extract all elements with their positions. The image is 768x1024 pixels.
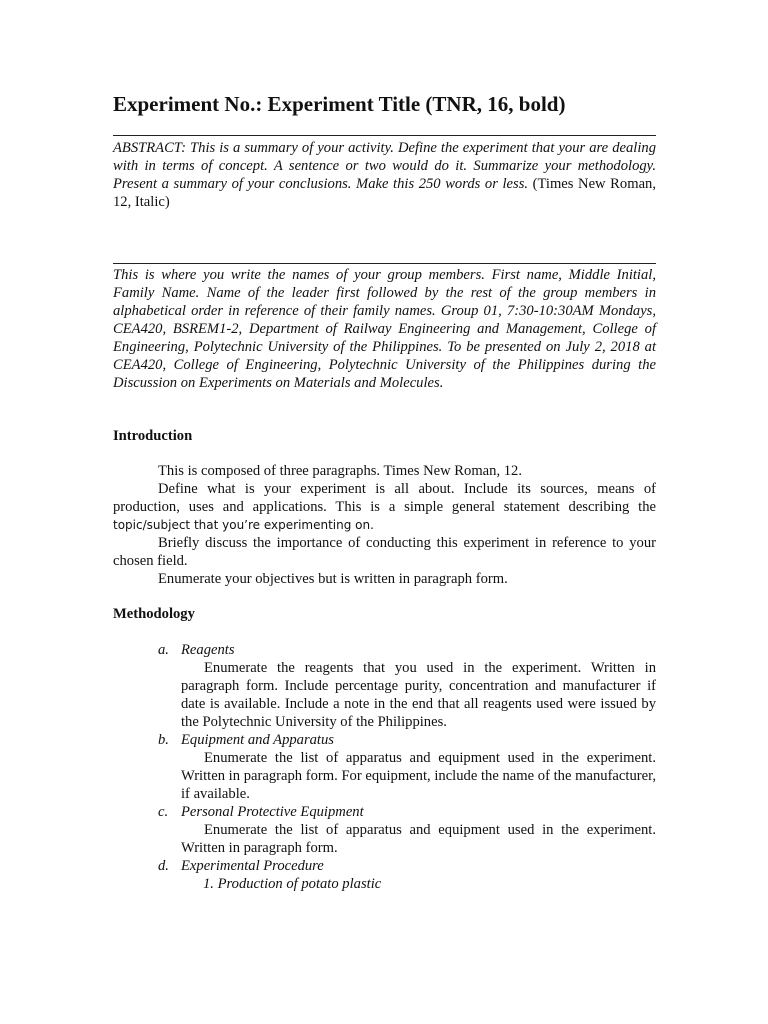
members-top-rule: [113, 263, 656, 264]
list-item-procedure: [158, 857, 656, 893]
list-marker: a.: [158, 642, 169, 658]
list-item-title: Personal Protective Equipment: [181, 804, 364, 820]
abstract-text: ABSTRACT: This is a summary of your activity. Define the experiment that your are dealing with in terms of concept. A sentence or two would do it. Summarize your methodology. Present a summary of your conclusions. Make this 250 words or less.: [113, 140, 656, 192]
list-item-body: Enumerate the reagents that you used in the experiment. Written in paragraph form. Include percentage purity, concentration and manufacturer if date is available. Include a note in the end that all reagents used were issued by the Polytechnic University of the Philippines.: [181, 660, 656, 730]
list-item-equipment: [158, 731, 656, 803]
abstract-top-rule: [113, 135, 656, 136]
document-title: Experiment No.: Experiment Title (TNR, 16, bold): [113, 92, 566, 116]
list-item-title: Equipment and Apparatus: [181, 732, 334, 748]
intro-paragraph-3: Briefly discuss the importance of conducting this experiment in reference to your chosen field.: [113, 535, 656, 569]
intro-paragraph-2: [113, 480, 656, 534]
list-item-title: Experimental Procedure: [181, 858, 324, 874]
list-marker: b.: [158, 732, 169, 748]
intro-paragraph-2-text: Define what is your experiment is all about. Include its sources, means of production, uses and applications. This is a simple general statement describing the: [113, 481, 656, 515]
list-item-reagents: [158, 641, 656, 731]
intro-paragraph-2-tail: topic/subject that you’re experimenting on.: [113, 518, 374, 532]
introduction-heading: Introduction: [113, 428, 193, 444]
intro-paragraph-1: This is composed of three paragraphs. Times New Roman, 12.: [158, 463, 522, 479]
list-item-body: Enumerate the list of apparatus and equipment used in the experiment. Written in paragraph form.: [181, 822, 656, 856]
methodology-list: [158, 641, 656, 893]
list-marker: d.: [158, 858, 169, 874]
list-item-body: Enumerate the list of apparatus and equipment used in the experiment. Written in paragraph form. For equipment, include the name of the manufacturer, if available.: [181, 750, 656, 802]
methodology-heading: Methodology: [113, 606, 195, 622]
introduction-body: [113, 462, 656, 588]
abstract-format-note: (Times New Roman, 12, Italic): [113, 176, 656, 210]
abstract-block: [113, 139, 656, 211]
list-item-ppe: [158, 803, 656, 857]
intro-paragraph-4: Enumerate your objectives but is written in paragraph form.: [158, 571, 508, 587]
group-members-paragraph: This is where you write the names of your group members. First name, Middle Initial, Family Name. Name of the leader first followed by the rest of the group members in alphabetical order in reference of their family names. Group 01, 7:30-10:30AM Mondays, CEA420, BSREM1-2, Department of Railway Engineering and Management, College of Engineering, Polytechnic University of the Philippines. To be presented on July 2, 2018 at CEA420, College of Engineering, Polytechnic University of the Philippines during the Discussion on Experiments on Materials and Molecules.: [113, 267, 656, 391]
list-marker: c.: [158, 804, 169, 820]
procedure-step-1: 1. Production of potato plastic: [203, 876, 382, 892]
list-item-title: Reagents: [181, 642, 235, 658]
